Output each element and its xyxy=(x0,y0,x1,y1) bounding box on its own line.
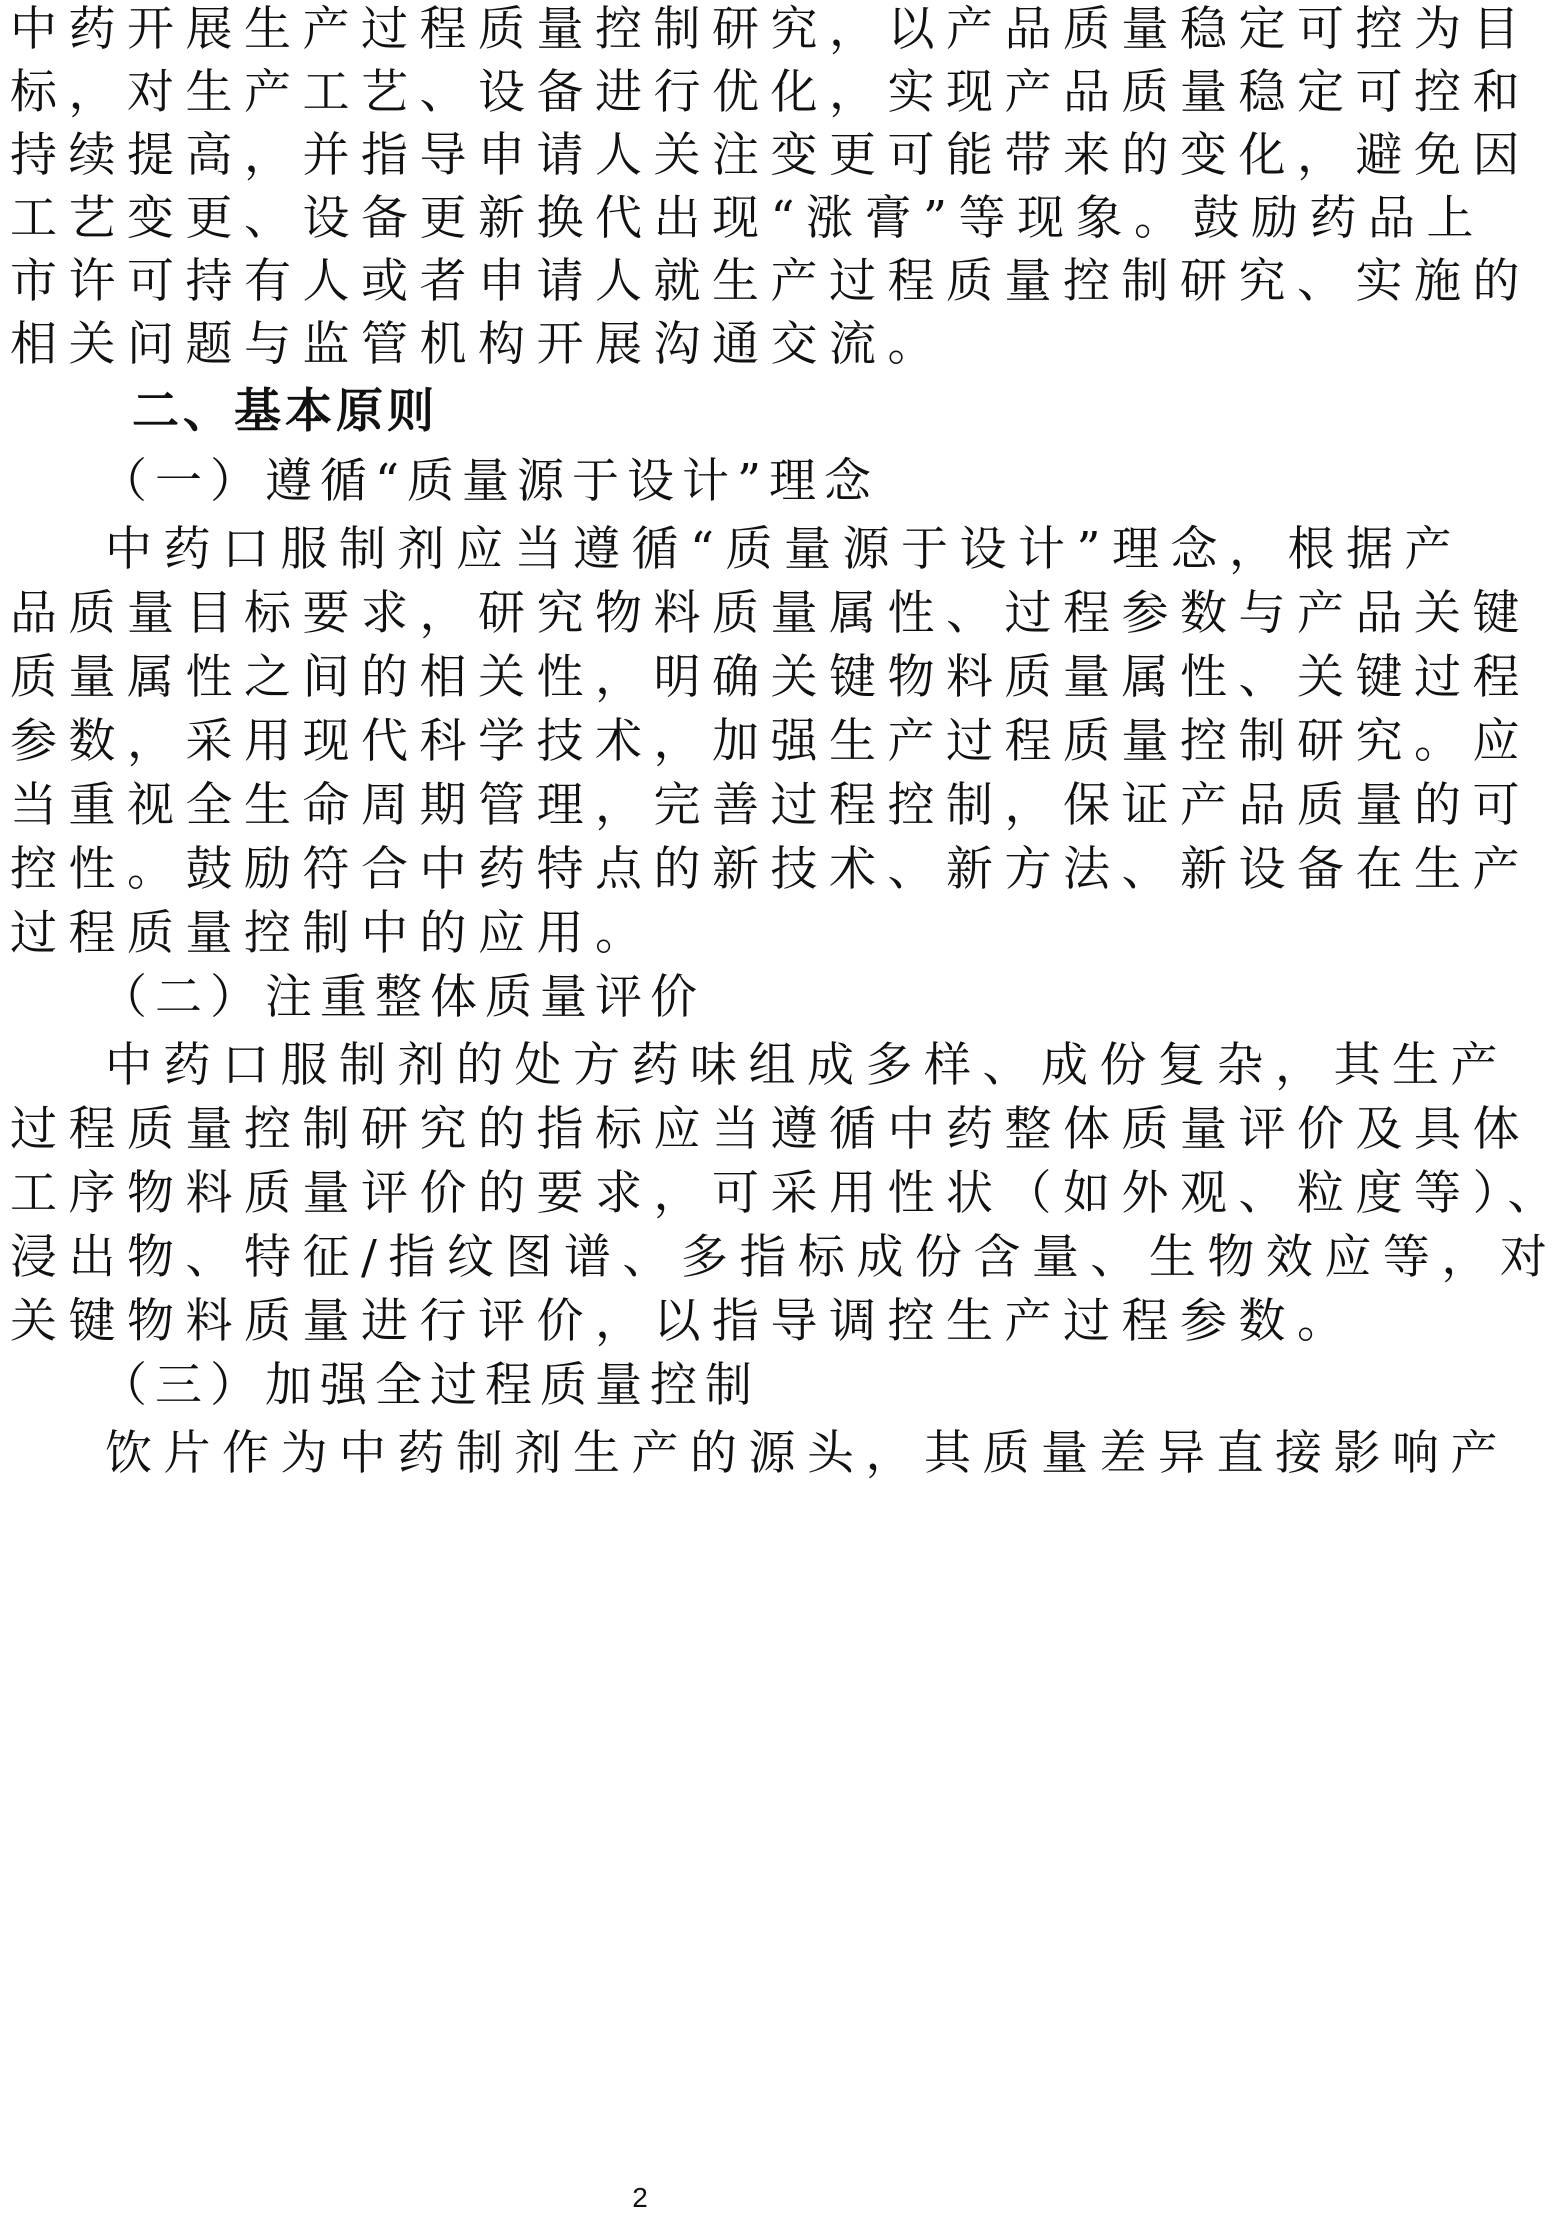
paragraph-line: 浸出物、特征/指纹图谱、多指标成份含量、生物效应等，对 xyxy=(10,1230,1559,1285)
subsection-title: （三）加强全过程质量控制 xyxy=(100,1358,760,1413)
page-number: 2 xyxy=(632,2182,648,2213)
paragraph-line: 持续提高，并指导申请人关注变更可能带来的变化，避免因 xyxy=(10,128,1531,183)
paragraph-line: 参数，采用现代科学技术，加强生产过程质量控制研究。应 xyxy=(10,714,1531,769)
subsection-title: （二）注重整体质量评价 xyxy=(100,970,705,1025)
paragraph-line: 市许可持有人或者申请人就生产过程质量控制研究、实施的 xyxy=(10,254,1531,309)
paragraph-line: 工序物料质量评价的要求，可采用性状（如外观、粒度等）、 xyxy=(10,1166,1566,1221)
paragraph-line: 品质量目标要求，研究物料质量属性、过程参数与产品关键 xyxy=(10,586,1531,641)
subsection-title: （一）遵循“质量源于设计”理念 xyxy=(100,454,880,509)
paragraph-line: 控性。鼓励符合中药特点的新技术、新方法、新设备在生产 xyxy=(10,842,1531,897)
paragraph-line: 工艺变更、设备更新换代出现“涨膏”等现象。鼓励药品上 xyxy=(10,191,1486,246)
paragraph-line: 标，对生产工艺、设备进行优化，实现产品质量稳定可控和 xyxy=(10,65,1531,120)
paragraph-line: 过程质量控制中的应用。 xyxy=(10,906,654,961)
paragraph-line: 质量属性之间的相关性，明确关键物料质量属性、关键过程 xyxy=(10,650,1531,705)
section-heading: 二、基本原则 xyxy=(132,384,438,439)
paragraph-line: 关键物料质量进行评价，以指导调控生产过程参数。 xyxy=(10,1294,1356,1349)
paragraph-line: 当重视全生命周期管理，完善过程控制，保证产品质量的可 xyxy=(10,778,1531,833)
paragraph-line: 中药开展生产过程质量控制研究，以产品质量稳定可控为目 xyxy=(10,2,1531,57)
paragraph-line: 过程质量控制研究的指标应当遵循中药整体质量评价及具体 xyxy=(10,1102,1531,1157)
paragraph-line: 相关问题与监管机构开展沟通交流。 xyxy=(10,317,946,372)
paragraph-line: 饮片作为中药制剂生产的源头，其质量差异直接影响产 xyxy=(105,1426,1509,1481)
paragraph-line: 中药口服制剂应当遵循“质量源于设计”理念，根据产 xyxy=(105,522,1464,577)
paragraph-line: 中药口服制剂的处方药味组成多样、成份复杂，其生产 xyxy=(105,1038,1509,1093)
